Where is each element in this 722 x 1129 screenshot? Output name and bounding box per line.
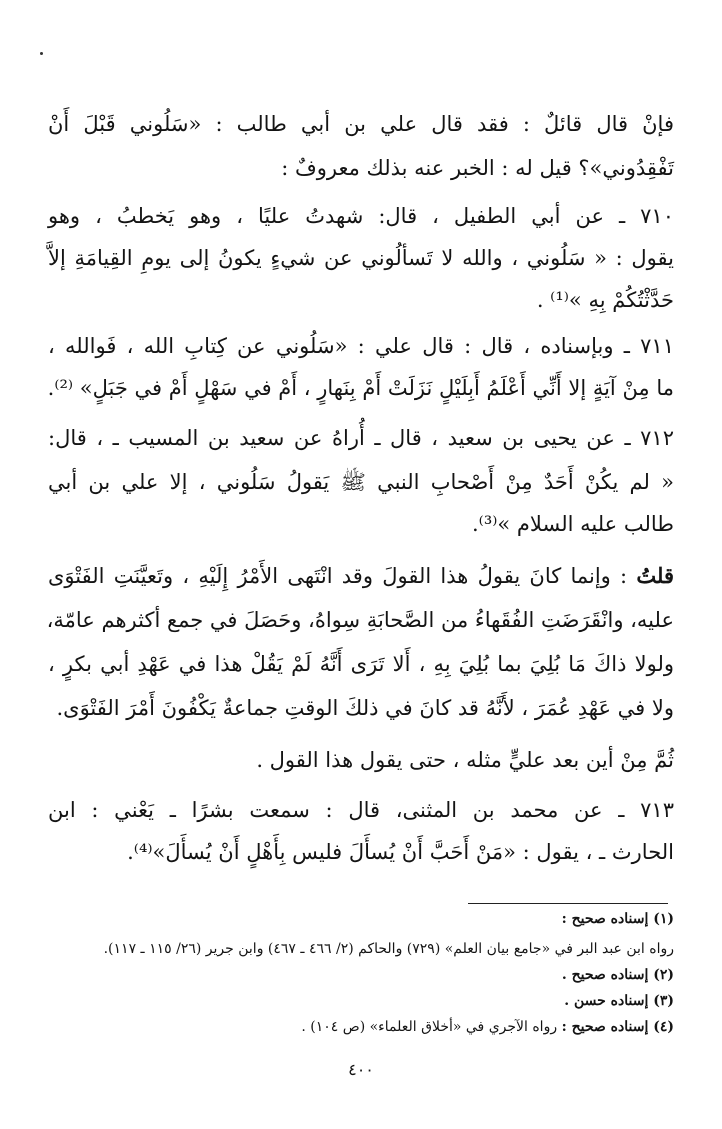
text-line: ولا في عَهْدِ عُمَرَ ، لأَنَّهُ قد كانَ في ذلكَ الوقتِ جماعةٌ يَكْفُونَ أَمْرَ الفَتْوَى.	[56, 696, 674, 720]
footnote-separator	[468, 903, 668, 904]
footnote	[48, 964, 674, 986]
text-line: ثُمَّ مِنْ أين بعد عليٍّ مثله ، حتى يقول هذا القول .	[256, 748, 674, 772]
qultu-label: قلتُ	[636, 563, 674, 588]
footnote-label: (٣) إسناده حسن .	[564, 993, 674, 1009]
footnote	[48, 990, 674, 1012]
text-line: ٧١٠ ـ عن أبي الطفيل ، قال: شهدتُ عليًا ، وهو يَخطبُ ، وهو	[48, 204, 674, 228]
footnote-text: رواه ابن عبد البر في «جامع بيان العلم» (٧٢٩) والحاكم (٢/ ٤٦٦ ـ ٤٦٧) وابن جرير (٢٦/ ١١٥ ـ ١١٧).	[103, 941, 674, 957]
text-line: قلتُ : وإنما كانَ يقولُ هذا القولَ وقد انْتَهى الأَمْرُ إِلَيْهِ ، وتَعيَّنَتِ الفَتْوَى	[48, 563, 674, 588]
text-line: فإنْ قال قائلٌ : فقد قال علي بن أبي طالب : «سَلُوني قَبْلَ أَنْ	[48, 112, 674, 136]
text-line: يقول : « سَلُوني ، والله لا تَسألُوني عن شيءٍ يكونُ إلى يومِ القِيامَةِ إلاَّ	[48, 246, 674, 270]
text-line: حَدَّثْتُكُمْ بِهِ »⁽¹⁾ .	[536, 288, 674, 312]
footnote-label: (٤) إسناده صحيح :	[561, 1019, 674, 1035]
text-line: عليه، وانْقَرَضَتِ الفُقَهاءُ من الصَّحابَةِ سِواهُ، وحَصَلَ في جمع أكثرهم عامّة،	[46, 608, 674, 632]
text-line: ما مِنْ آيَةٍ إلا أَنِّي أَعْلَمُ أَبِلَيْلٍ نَزَلَتْ أَمْ بِنَهارٍ ، أَمْ في سَهْلٍ أَمْ في جَبَلٍ» ⁽²⁾.	[47, 376, 674, 400]
text-line: طالب عليه السلام »⁽³⁾.	[471, 512, 674, 536]
footnote-label: (١) إسناده صحيح :	[561, 911, 674, 927]
footnote-label: (٢) إسناده صحيح .	[561, 967, 674, 983]
text-line: تَفْقِدُوني»؟ قيل له : الخبر عنه بذلك معروفٌ :	[281, 156, 674, 180]
page-number: ٤٠٠	[348, 1060, 374, 1079]
text-line: ٧١١ ـ وبإسناده ، قال : قال علي : «سَلُوني عن كِتابِ الله ، فَوالله ،	[48, 334, 674, 358]
text-line: ولولا ذاكَ مَا بُلِيَ بما بُلِيَ بِهِ ، أَلا تَرَى أَنَّهُ لَمْ يَقُلْ هذا في عَهْدِ أبي بكرٍ ،	[48, 652, 674, 676]
footnote	[48, 908, 674, 930]
text-line: الحارث ـ ، يقول : «مَنْ أَحَبَّ أَنْ يُسأَلَ فليس بِأَهْلٍ أَنْ يُسأَلَ»⁽⁴⁾.	[127, 840, 674, 864]
footnote-text: رواه الآجري في «أخلاق العلماء» (ص ١٠٤) .	[301, 1019, 558, 1035]
page-mark	[40, 52, 43, 55]
text-line: ٧١٢ ـ عن يحيى بن سعيد ، قال ـ أُراهُ عن سعيد بن المسيب ـ ، قال:	[48, 426, 674, 450]
text-line: « لم يكُنْ أَحَدٌ مِنْ أَصْحابِ النبي ﷺ يَقولُ سَلُوني ، إلا علي بن أبي	[48, 470, 674, 494]
text-line: ٧١٣ ـ عن محمد بن المثنى، قال : سمعت بشرًا ـ يَعْني : ابن	[48, 798, 674, 822]
footnote	[48, 938, 674, 960]
footnote	[48, 1016, 674, 1038]
